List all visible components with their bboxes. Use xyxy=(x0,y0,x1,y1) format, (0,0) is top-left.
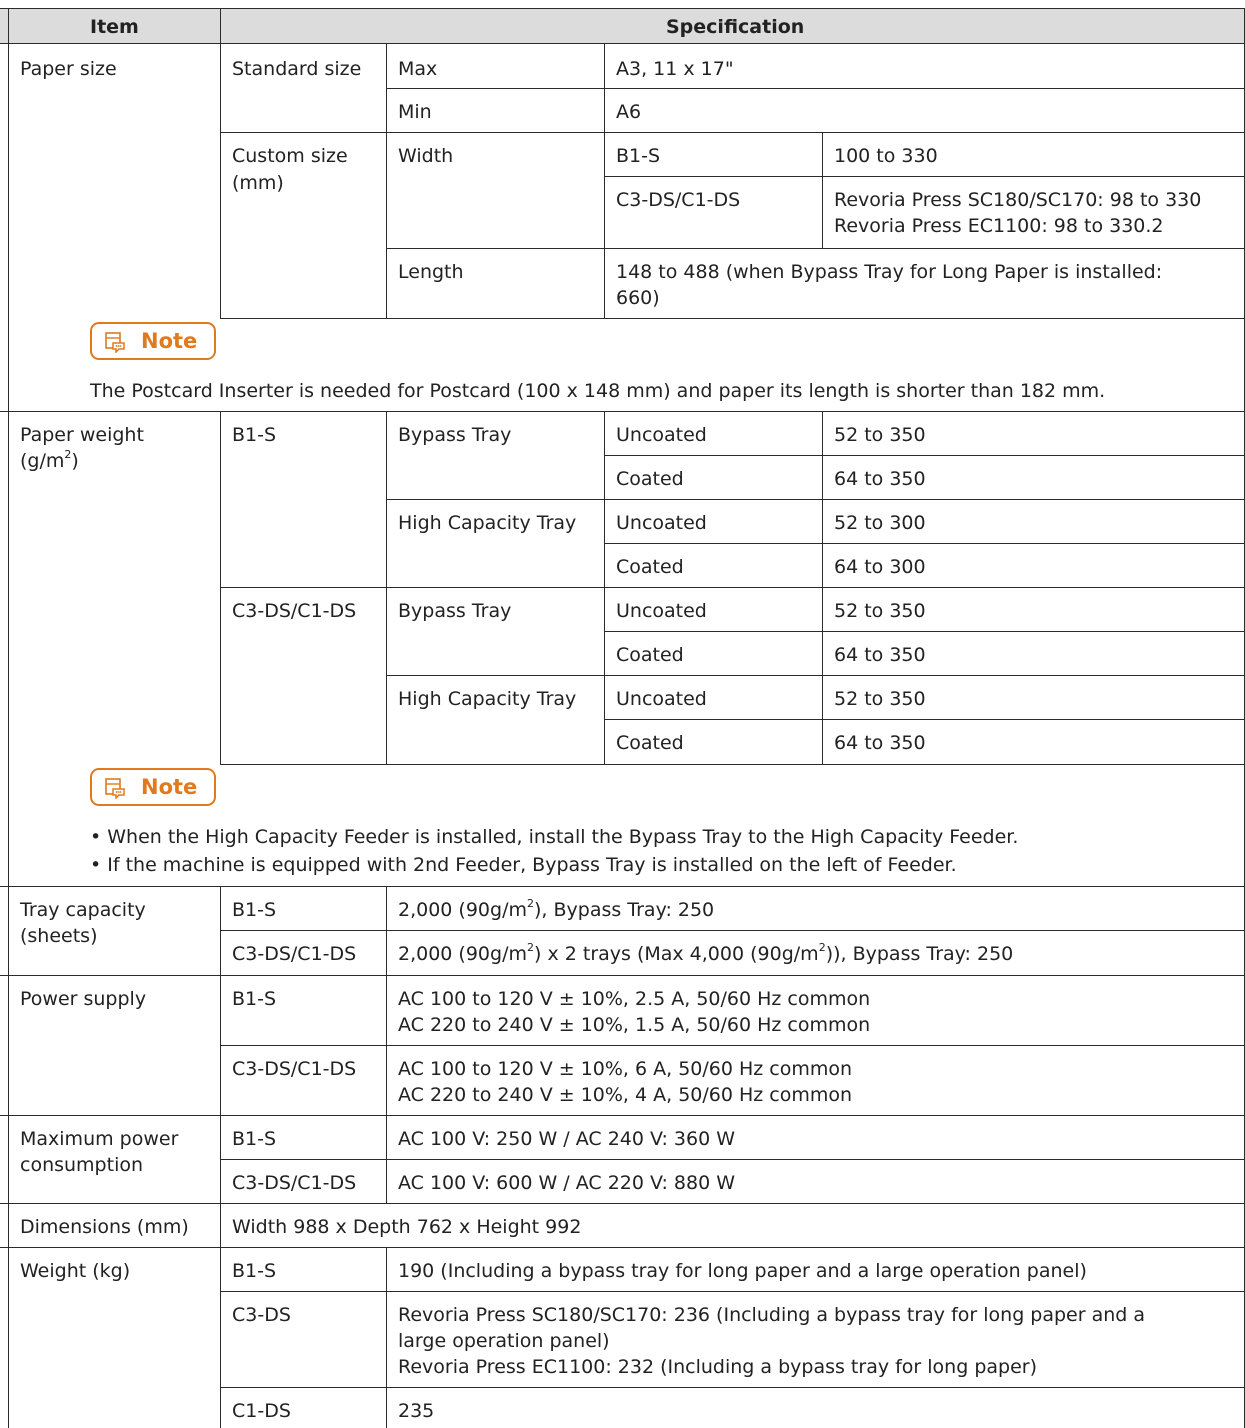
max-power-b1s-value: AC 100 V: 250 W / AC 240 V: 360 W xyxy=(398,1128,735,1150)
table-rule xyxy=(386,88,1245,89)
max-power-label: Maximum power xyxy=(20,1128,179,1150)
weight-c3ds-label: C3-DS/C1-DS xyxy=(232,600,357,622)
note-bullet: • If the machine is equipped with 2nd Feeder, Bypass Tray is installed on the left of Feeder. xyxy=(90,854,957,876)
b1s-bypass-uncoated-value: 52 to 350 xyxy=(834,424,926,446)
table-rule xyxy=(0,1203,1245,1204)
width-c3ds-value-1: Revoria Press SC180/SC170: 98 to 330 xyxy=(834,189,1202,211)
c3-bypass-coated-value: 64 to 350 xyxy=(834,644,926,666)
c3-bypass-uncoated-value: 52 to 350 xyxy=(834,600,926,622)
weight-b1s-label: B1-S xyxy=(232,1260,277,1282)
note-icon xyxy=(104,777,126,799)
width-c3ds-label: C3-DS/C1-DS xyxy=(616,189,741,211)
table-rule xyxy=(604,543,1245,544)
power-supply-label: Power supply xyxy=(20,988,147,1010)
power-c3ds-label: C3-DS/C1-DS xyxy=(232,1058,357,1080)
table-rule xyxy=(0,1247,1245,1248)
note-icon xyxy=(104,331,126,353)
b1s-bypass-tray: Bypass Tray xyxy=(398,424,512,446)
table-header-background xyxy=(0,8,1245,43)
width-label: Width xyxy=(398,145,454,167)
paper-size-label: Paper size xyxy=(20,58,117,80)
weight-b1s-value: 190 (Including a bypass tray for long paper and a large operation panel) xyxy=(398,1260,1087,1282)
table-rule xyxy=(386,886,387,1204)
weight-c3ds-label: C3-DS xyxy=(232,1304,291,1326)
width-b1s-value: 100 to 330 xyxy=(834,145,938,167)
table-rule xyxy=(220,1387,1245,1388)
note-label: Note xyxy=(141,775,198,799)
tray-capacity-unit: (sheets) xyxy=(20,925,98,947)
table-rule xyxy=(0,411,1245,412)
table-rule xyxy=(0,886,1245,887)
paper-weight-unit: $(g/m^2)$ xyxy=(20,447,79,472)
tray-capacity-label: Tray capacity xyxy=(20,899,146,921)
table-rule xyxy=(220,1159,1245,1160)
note-badge xyxy=(90,768,216,806)
table-rule xyxy=(0,975,1245,976)
min-label: Min xyxy=(398,101,432,123)
b1s-hct-coated-value: 64 to 300 xyxy=(834,556,926,578)
note-text: The Postcard Inserter is needed for Postcard (100 x 148 mm) and paper its length is shorter than 182 mm. xyxy=(90,380,1106,402)
paper-weight-label: Paper weight xyxy=(20,424,144,446)
table-rule xyxy=(220,587,1245,588)
b1s-hct-uncoated-value: 52 to 300 xyxy=(834,512,926,534)
c3-hct-uncoated: Uncoated xyxy=(616,688,707,710)
weight-b1s-label: B1-S xyxy=(232,424,277,446)
weight-c1ds-value: 235 xyxy=(398,1400,435,1422)
table-rule xyxy=(220,132,1245,133)
weight-c3ds-line3: Revoria Press EC1100: 232 (Including a bypass tray for long paper) xyxy=(398,1356,1038,1378)
dimensions-value: Width 988 x Depth 762 x Height 992 xyxy=(232,1216,582,1238)
max-power-label-2: consumption xyxy=(20,1154,144,1176)
b1s-hct-coated: Coated xyxy=(616,556,684,578)
weight-c3ds-line2: large operation panel) xyxy=(398,1330,610,1352)
length-value-1: 148 to 488 (when Bypass Tray for Long Paper is installed: xyxy=(616,261,1163,283)
c3-bypass-tray: Bypass Tray xyxy=(398,600,512,622)
table-rule xyxy=(220,930,1245,931)
weight-c3ds-line1: Revoria Press SC180/SC170: 236 (Including a bypass tray for long paper and a xyxy=(398,1304,1146,1326)
table-rule xyxy=(220,318,1245,319)
length-value-2: 660) xyxy=(616,287,660,309)
c3-bypass-coated: Coated xyxy=(616,644,684,666)
power-b1s-line1: AC 100 to 120 V ± 10%, 2.5 A, 50/60 Hz common xyxy=(398,988,871,1010)
table-rule xyxy=(386,675,1245,676)
table-rule xyxy=(8,8,9,1428)
standard-size-label: Standard size xyxy=(232,58,362,80)
b1s-bypass-coated-value: 64 to 350 xyxy=(834,468,926,490)
table-rule xyxy=(220,764,1245,765)
table-rule xyxy=(220,411,221,765)
table-rule xyxy=(386,43,387,319)
max-power-b1s-label: B1-S xyxy=(232,1128,277,1150)
b1s-bypass-uncoated: Uncoated xyxy=(616,424,707,446)
table-rule xyxy=(604,176,1245,177)
note-badge xyxy=(90,322,216,360)
table-rule xyxy=(0,1115,1245,1116)
table-rule xyxy=(604,631,1245,632)
table-rule xyxy=(604,43,605,319)
dimensions-label: Dimensions (mm) xyxy=(20,1216,189,1238)
c3-bypass-uncoated: Uncoated xyxy=(616,600,707,622)
c3-high-capacity-tray: High Capacity Tray xyxy=(398,688,577,710)
weight-label: Weight (kg) xyxy=(20,1260,131,1282)
max-power-c3ds-value: AC 100 V: 600 W / AC 220 V: 880 W xyxy=(398,1172,735,1194)
tray-c3ds-label: C3-DS/C1-DS xyxy=(232,943,357,965)
table-rule xyxy=(220,886,221,1428)
c3-hct-uncoated-value: 52 to 350 xyxy=(834,688,926,710)
table-rule xyxy=(604,411,605,765)
tray-b1s-label: B1-S xyxy=(232,899,277,921)
c3-hct-coated-value: 64 to 350 xyxy=(834,732,926,754)
max-value: A3, 11 x 17" xyxy=(616,58,734,80)
power-b1s-label: B1-S xyxy=(232,988,277,1010)
table-rule xyxy=(220,8,221,319)
power-c3ds-line2: AC 220 to 240 V ± 10%, 4 A, 50/60 Hz common xyxy=(398,1084,853,1106)
weight-c1ds-label: C1-DS xyxy=(232,1400,291,1422)
tray-c3ds-value: 2,000 $(90g/m^2)$ x 2 trays (Max 4,000 $(90g/m^2)$), Bypass Tray: 250 xyxy=(398,940,1014,965)
header-specification: Specification xyxy=(666,16,805,38)
c3-hct-coated: Coated xyxy=(616,732,684,754)
header-item: Item xyxy=(90,16,139,38)
table-rule xyxy=(386,411,387,765)
table-rule xyxy=(220,1045,1245,1046)
b1s-high-capacity-tray: High Capacity Tray xyxy=(398,512,577,534)
table-rule xyxy=(822,411,823,765)
length-label: Length xyxy=(398,261,464,283)
table-rule xyxy=(386,499,1245,500)
power-c3ds-line1: AC 100 to 120 V ± 10%, 6 A, 50/60 Hz common xyxy=(398,1058,853,1080)
b1s-bypass-coated: Coated xyxy=(616,468,684,490)
note-label: Note xyxy=(141,329,198,353)
custom-size-unit: (mm) xyxy=(232,172,284,194)
table-rule xyxy=(604,455,1245,456)
table-rule xyxy=(822,132,823,249)
width-b1s-label: B1-S xyxy=(616,145,661,167)
tray-b1s-value: 2,000 $(90g/m^2)$, Bypass Tray: 250 xyxy=(398,896,715,921)
table-rule xyxy=(220,1291,1245,1292)
table-rule xyxy=(604,719,1245,720)
max-label: Max xyxy=(398,58,438,80)
note-bullet: • When the High Capacity Feeder is installed, install the Bypass Tray to the High Capacity Feeder. xyxy=(90,826,1019,848)
table-rule xyxy=(0,43,1245,44)
custom-size-label: Custom size xyxy=(232,145,348,167)
min-value: A6 xyxy=(616,101,642,123)
power-b1s-line2: AC 220 to 240 V ± 10%, 1.5 A, 50/60 Hz common xyxy=(398,1014,871,1036)
width-c3ds-value-2: Revoria Press EC1100: 98 to 330.2 xyxy=(834,215,1164,237)
b1s-hct-uncoated: Uncoated xyxy=(616,512,707,534)
table-rule xyxy=(386,1247,387,1428)
table-rule xyxy=(386,248,1245,249)
table-rule xyxy=(0,8,1245,9)
max-power-c3ds-label: C3-DS/C1-DS xyxy=(232,1172,357,1194)
